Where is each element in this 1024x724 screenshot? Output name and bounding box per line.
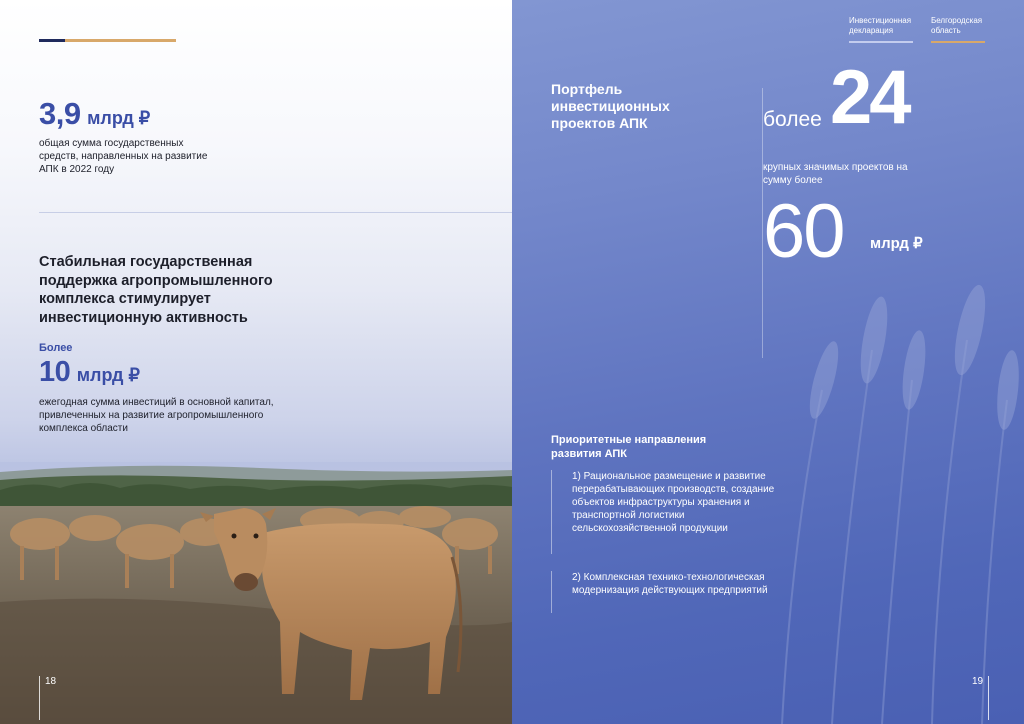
priority-item: 2) Комплексная технико-технологическая модернизация действующих предприятий (551, 571, 781, 613)
cattle-photo (0, 462, 512, 724)
stat-unit: млрд ₽ (76, 365, 140, 385)
page-number: 18 (39, 676, 56, 720)
amount-value: 60 (763, 189, 844, 274)
stat-annual-investment (39, 356, 140, 389)
wheat-background-illustration (762, 240, 1024, 724)
stat-value: 10 (39, 356, 71, 388)
projects-prefix: более (763, 108, 822, 131)
tab-investment-declaration[interactable] (849, 16, 913, 43)
page-number: 19 (972, 676, 989, 720)
stat-prefix: Более (39, 342, 73, 354)
right-page (512, 0, 1024, 724)
portfolio-title: Портфель инвестиционных проектов АПК (551, 81, 670, 131)
tab-belgorod-region[interactable] (931, 16, 985, 43)
stat-unit: млрд ₽ (87, 108, 151, 128)
tab-label: Инвестиционная декларация (849, 16, 912, 35)
decorative-line (39, 39, 176, 42)
stat-description: ежегодная сумма инвестиций в основной капитал, привлеченных на развитие агропромышленного комплекса области (39, 397, 274, 434)
priorities-title: Приоритетные направления развития АПК (551, 434, 707, 460)
stat-value: 3,9 (39, 96, 81, 131)
amount-unit: млрд ₽ (870, 235, 923, 252)
projects-count: 24 (830, 55, 909, 140)
stat-description: общая сумма государственных средств, направленных на развитие АПК в 2022 году (39, 138, 208, 175)
separator-line (39, 212, 512, 213)
projects-description: крупных значимых проектов на сумму более (763, 162, 908, 186)
header-tabs (849, 16, 985, 43)
stat-state-funds (39, 96, 150, 132)
tab-label: Белгородская область (931, 16, 983, 35)
priority-item: 1) Рациональное размещение и развитие перерабатывающих производств, создание объектов инфраструктуры хранения и транспортной логистики сельскохозяйственной продукции (551, 470, 781, 554)
section-headline: Стабильная государственная поддержка агропромышленного комплекса стимулирует инвестиционную активность (39, 254, 273, 326)
